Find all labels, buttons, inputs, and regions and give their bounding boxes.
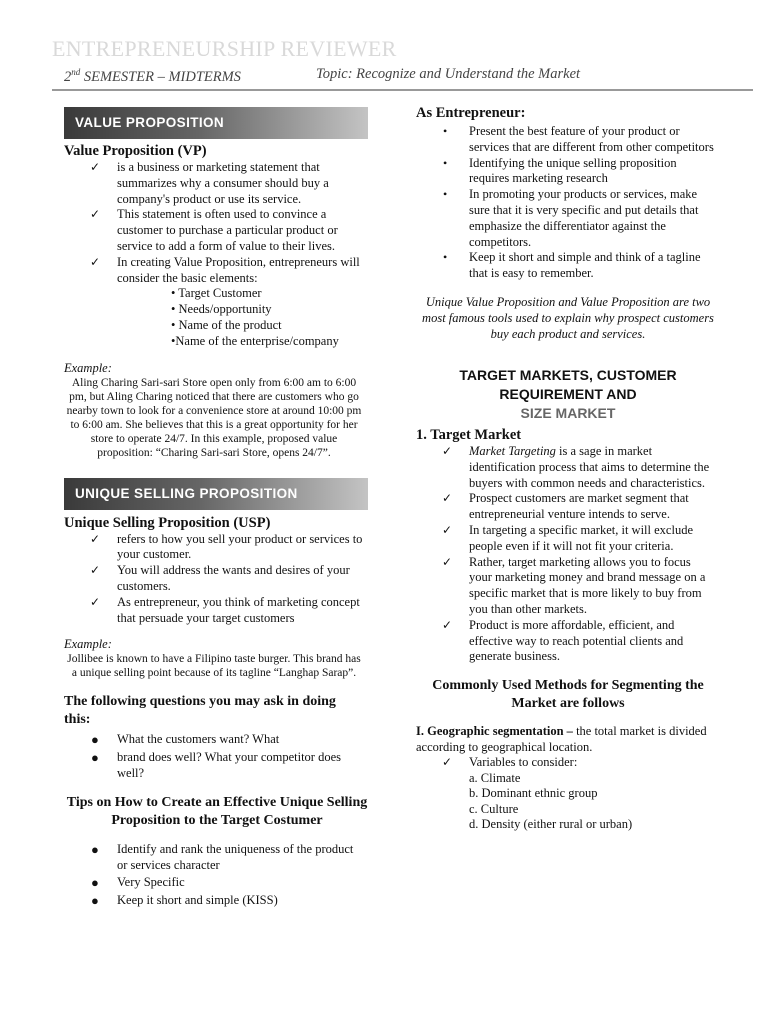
list-item: • Target Customer	[171, 286, 262, 301]
tips-list	[64, 842, 364, 909]
right-column	[416, 104, 716, 833]
checkmark-icon: ✓	[442, 491, 453, 506]
list-item: ✓ Variables to consider:	[442, 755, 578, 770]
list-item: ✓ As entrepreneur, you think of marketing concept that persuade your target customers	[90, 594, 360, 625]
list-item: ✓ This statement is often used to convince a customer to purchase a particular product or service to add a form of value to their lives.	[90, 207, 338, 253]
bullet-icon: •	[443, 187, 448, 202]
list-item: ● brand does well? What your competitor does well?	[91, 750, 342, 780]
variables-list	[416, 755, 716, 771]
questions-list	[64, 732, 364, 781]
semester-number: 2	[64, 68, 72, 85]
checkmark-icon: ✓	[90, 531, 101, 546]
left-column	[64, 107, 368, 909]
list-item: ● What the customers want? What	[91, 732, 280, 748]
checkmark-icon: ✓	[442, 554, 453, 569]
list-item: • Name of the product	[171, 317, 282, 332]
semester-label	[64, 67, 241, 86]
checkmark-icon: ✓	[90, 160, 101, 174]
vp-example-label: Example:	[64, 360, 112, 375]
list-item: a. Climate	[469, 770, 521, 785]
list-item: • Present the best feature of your product or services that are different from other competitors	[443, 124, 714, 154]
geographic-paragraph: I. Geographic segmentation – the total market is divided according to geographical location.	[416, 724, 707, 754]
bullet-icon: •	[443, 124, 448, 138]
bullet-icon: ●	[91, 750, 99, 766]
list-item: b. Dominant ethnic group	[469, 786, 598, 801]
bullet-icon: ●	[91, 875, 99, 891]
target-markets-heading	[416, 366, 720, 423]
bullet-icon: ●	[91, 732, 99, 748]
target-market-list	[416, 444, 716, 665]
checkmark-icon: ✓	[90, 563, 101, 578]
list-item: c. Culture	[469, 801, 519, 816]
bullet-icon: •	[443, 250, 448, 265]
checkmark-icon: ✓	[90, 207, 101, 222]
list-item: ✓ Market Targeting is a sage in market identification process that aims to determine the buyers with common needs and characteristics.	[442, 443, 710, 490]
tips-heading: Tips on How to Create an Effective Unique Selling Proposition to the Target Costumer	[66, 794, 368, 828]
unique-selling-proposition-banner: UNIQUE SELLING PROPOSITION	[64, 478, 368, 510]
questions-heading: The following questions you may ask in doing this:	[64, 694, 336, 728]
checkmark-icon: ✓	[442, 443, 453, 458]
vp-list	[64, 160, 364, 286]
usp-list	[64, 532, 364, 627]
vp-heading: Value Proposition (VP)	[64, 143, 207, 159]
list-item: ✓ Prospect customers are market segment that entrepreneurial venture intends to serve.	[442, 491, 689, 522]
list-item: • Keep it short and simple and think of a tagline that is easy to remember.	[443, 250, 701, 281]
list-item: •Name of the enterprise/company	[171, 333, 339, 348]
list-item: ✓ You will address the wants and desires of your customers.	[90, 563, 350, 593]
list-item: ● Identify and rank the uniqueness of the product or services character	[91, 841, 354, 872]
checkmark-icon: ✓	[442, 522, 453, 537]
semester-text: SEMESTER – MIDTERMS	[80, 68, 241, 85]
page-title: ENTREPRENEURSHIP REVIEWER	[52, 36, 397, 61]
usp-example-label: Example:	[64, 637, 112, 652]
heading-line: SIZE MARKET	[520, 404, 616, 421]
list-item: ● Keep it short and simple (KISS)	[91, 893, 278, 909]
list-item: ✓ Product is more affordable, efficient, and effective way to reach potential clients and generate business.	[442, 617, 684, 664]
bullet-icon: •	[443, 155, 448, 170]
target-market-heading: 1. Target Market	[416, 426, 522, 443]
semester-suffix: nd	[71, 67, 81, 77]
list-item: d. Density (either rural or urban)	[469, 817, 633, 832]
checkmark-icon: ✓	[442, 617, 453, 632]
heading-line: REQUIREMENT AND	[499, 385, 637, 402]
value-proposition-banner: VALUE PROPOSITION	[64, 107, 368, 139]
list-item: ✓ is a business or marketing statement that summarizes why a consumer should buy a company's product or use its service.	[90, 160, 329, 206]
methods-heading: Commonly Used Methods for Segmenting the Market are follows	[432, 678, 704, 712]
bullet-icon: ●	[91, 841, 99, 857]
geographic-term: I. Geographic segmentation –	[416, 724, 573, 739]
list-item: ✓ Rather, target marketing allows you to focus your marketing money and brand message on a specific market that is more likely to buy from you than other markets.	[442, 554, 706, 616]
usp-example-text: Jollibee is known to have a Filipino taste burger. This brand has a unique selling point because of its tagline “Langhap Sarap”.	[67, 653, 361, 680]
list-item: ✓ refers to how you sell your product or services to your customer.	[90, 531, 363, 562]
checkmark-icon: ✓	[90, 594, 101, 609]
entrepreneur-heading: As Entrepreneur:	[416, 105, 526, 121]
heading-line: TARGET MARKETS, CUSTOMER	[459, 366, 677, 383]
variables-sublist	[416, 771, 716, 833]
list-item: ✓ In targeting a specific market, it will exclude people even if it will not fit your criteria.	[442, 522, 693, 553]
list-item: ✓ In creating Value Proposition, entrepreneurs will consider the basic elements:	[90, 254, 360, 285]
market-targeting-term: Market Targeting	[469, 443, 556, 458]
bullet-icon: ●	[91, 893, 99, 909]
entrepreneur-list	[416, 124, 716, 282]
list-item: • Identifying the unique selling proposition requires marketing research	[443, 155, 677, 186]
list-item: ● Very Specific	[91, 875, 185, 891]
list-item: • In promoting your products or services, make sure that it is very specific and put details that emphasize the differentiator against the competitors.	[443, 187, 699, 249]
vp-example-text: Aling Charing Sari-sari Store open only from 6:00 am to 6:00 pm, but Aling Charing noticed that there are customers who go nearby town to look for a convenience store at around 10:00 pm to 6:00 am. She believes that this is a great opportunity for her store to operate 24/7. In this example, proposed value proposition: “Charing Sari-sari Store, opens 24/7”.	[66, 376, 362, 459]
checkmark-icon: ✓	[90, 254, 101, 269]
list-item: • Needs/opportunity	[171, 302, 272, 317]
checkmark-icon: ✓	[442, 755, 453, 770]
usp-heading: Unique Selling Proposition (USP)	[64, 514, 271, 531]
topic-label: Topic: Recognize and Understand the Market	[316, 66, 581, 82]
vp-elements-list	[64, 286, 364, 349]
header-divider	[52, 89, 753, 91]
uvp-note: Unique Value Proposition and Value Proposition are two most famous tools used to explain why prospect customers buy each product and services.	[422, 294, 714, 341]
